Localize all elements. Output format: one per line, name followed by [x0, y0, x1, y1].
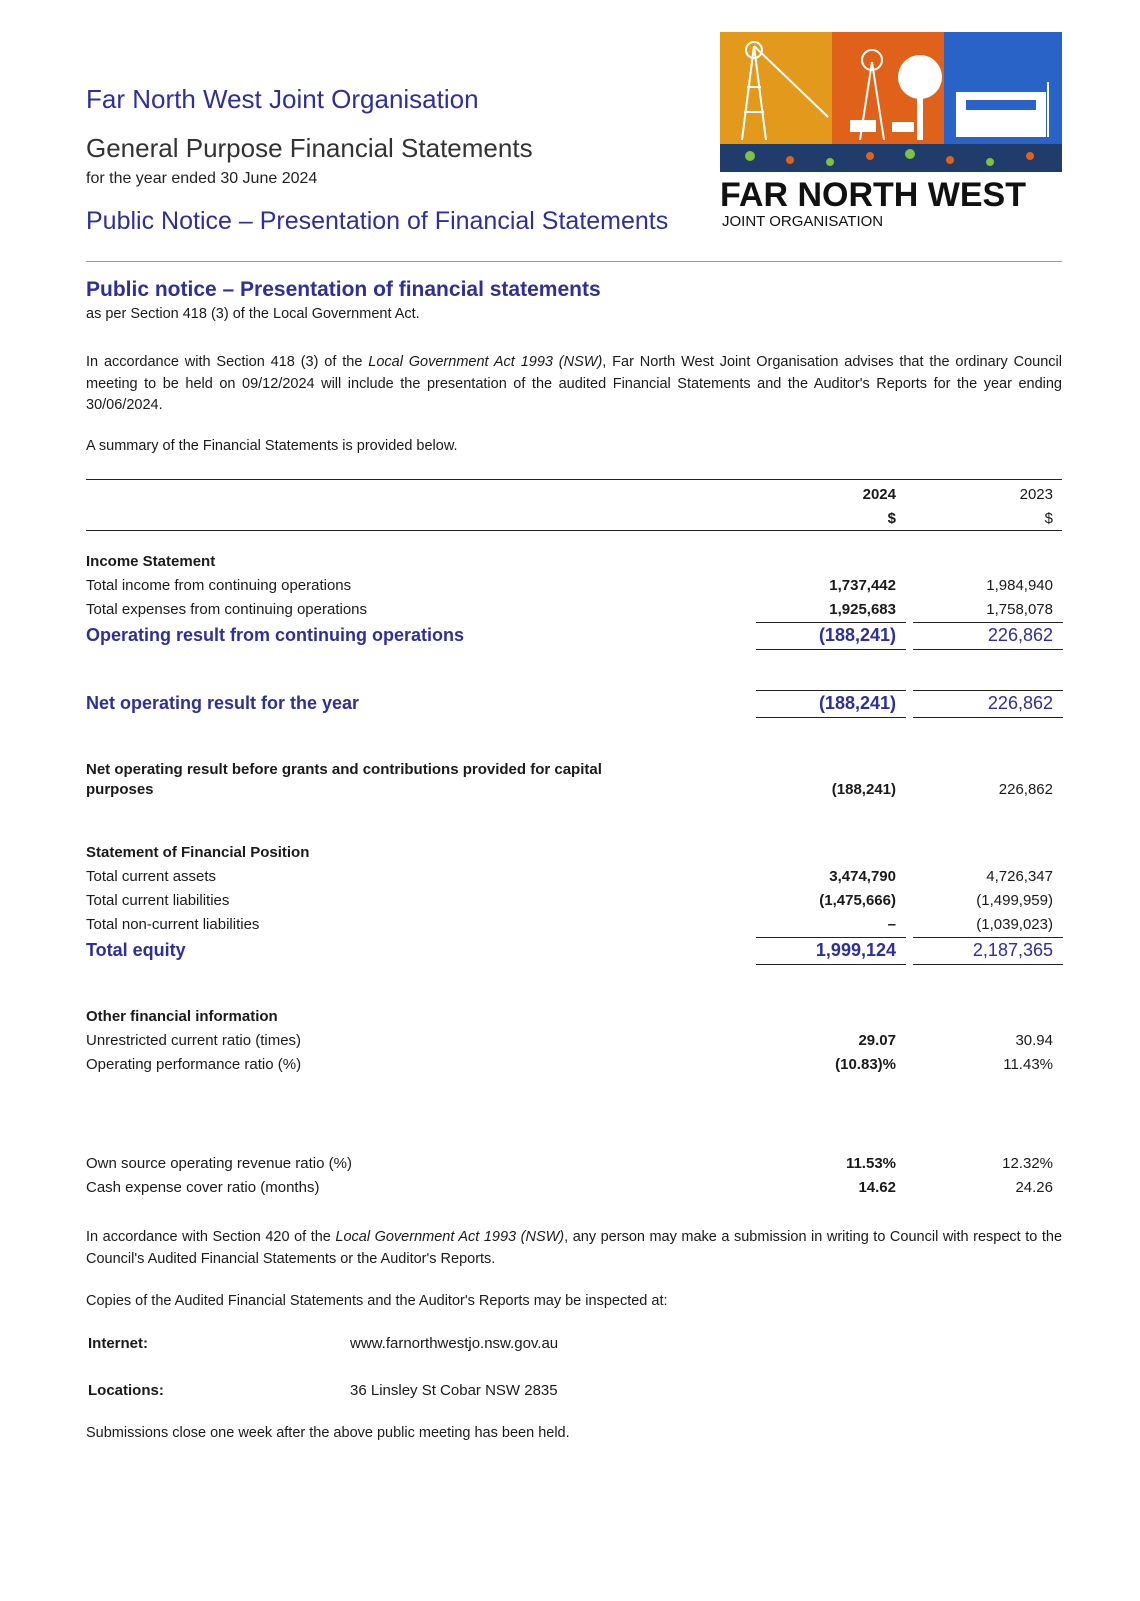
table-row: Total current assets [86, 868, 217, 885]
closing-paragraph: Submissions close one week after the above public meeting has been held. [86, 1425, 570, 1441]
table-row: Operating performance ratio (%) [86, 1056, 302, 1073]
table-cell: 1,737,442 [829, 577, 896, 594]
net-operating-2024: (188,241) [818, 693, 896, 713]
internet-label: Internet: [88, 1335, 148, 1352]
other-info-heading: Other financial information [86, 1008, 278, 1025]
operating-result-label: Operating result from continuing operations [86, 625, 465, 645]
unit-2023: $ [1044, 510, 1053, 527]
act-name: Local Government Act 1993 (NSW) [368, 354, 603, 370]
table-row: Own source operating revenue ratio (%) [86, 1155, 352, 1172]
table-cell: 3,474,790 [829, 868, 896, 885]
income-statement-heading: Income Statement [86, 553, 216, 570]
year-line: for the year ended 30 June 2024 [86, 170, 318, 187]
total-rule [913, 964, 1063, 965]
table-cell: 1,925,683 [829, 601, 896, 618]
table-cell: – [887, 916, 896, 933]
table-cell: 11.43% [1003, 1056, 1053, 1073]
act-name: Local Government Act 1993 (NSW) [335, 1229, 565, 1245]
table-cell: 1,758,078 [986, 601, 1053, 618]
header-divider [86, 261, 1062, 262]
column-header-2024: 2024 [862, 486, 896, 503]
total-rule [913, 649, 1063, 650]
table-row: Cash expense cover ratio (months) [86, 1179, 320, 1196]
subtotal-rule [913, 622, 1063, 623]
column-header-2023: 2023 [1019, 486, 1053, 503]
table-cell: 29.07 [858, 1032, 896, 1049]
operating-result-2023: 226,862 [987, 625, 1053, 645]
locations-label: Locations: [88, 1382, 164, 1399]
organisation-logo [720, 32, 1062, 232]
copies-paragraph: Copies of the Audited Financial Statements and the Auditor's Reports may be inspected at: [86, 1293, 668, 1309]
submission-paragraph: In accordance with Section 420 of the Local Government Act 1993 (NSW), any person may make a submission in writing to Council with respect to the Council's Audited Financial Statements or the Auditor's Reports. [86, 1229, 1063, 1267]
subtotal-rule [913, 690, 1063, 691]
financial-position-heading: Statement of Financial Position [86, 844, 310, 861]
internet-link[interactable]: www.farnorthwestjo.nsw.gov.au [350, 1335, 559, 1352]
table-cell: 1,984,940 [986, 577, 1053, 594]
net-before-grants-2024: (188,241) [831, 781, 896, 798]
summary-intro: A summary of the Financial Statements is provided below. [86, 438, 458, 454]
net-before-grants-2023: 226,862 [998, 781, 1053, 798]
net-operating-label: Net operating result for the year [86, 693, 360, 713]
net-operating-2023: 226,862 [987, 693, 1053, 713]
intro-paragraph: In accordance with Section 418 (3) of the Local Government Act 1993 (NSW), Far North West Joint Organisation advises that the ordinary Council meeting to be held on 09/12/2024 will include the presentation of the audited Financial Statements and the Auditor's Reports for the year ending 30/06/2024. [86, 354, 1062, 413]
subtotal-rule [756, 622, 906, 623]
notice-heading: Public Notice – Presentation of Financial Statements [86, 207, 669, 235]
locations-value: 36 Linsley St Cobar NSW 2835 [350, 1382, 558, 1399]
subtotal-rule [756, 937, 906, 938]
table-row: Total current liabilities [86, 892, 230, 909]
total-rule [756, 717, 906, 718]
table-cell: 12.32% [1002, 1155, 1053, 1172]
total-equity-2023: 2,187,365 [972, 940, 1053, 960]
section-subtitle: as per Section 418 (3) of the Local Government Act. [86, 306, 420, 322]
subtotal-rule [756, 690, 906, 691]
total-rule [913, 717, 1063, 718]
logo-name: FAR NORTH WEST [720, 176, 1026, 214]
table-cell: 24.26 [1015, 1179, 1053, 1196]
table-cell: 11.53% [845, 1155, 896, 1172]
total-rule [756, 964, 906, 965]
org-name: Far North West Joint Organisation [86, 84, 479, 114]
table-row: Total non-current liabilities [86, 916, 260, 933]
table-row: Total expenses from continuing operations [86, 601, 368, 618]
table-header-rule [86, 530, 1062, 531]
table-cell: 30.94 [1015, 1032, 1053, 1049]
table-cell: (1,499,959) [976, 892, 1053, 909]
total-rule [756, 649, 906, 650]
net-before-grants-label: Net operating result before grants and contributions provided for capital purposes [86, 761, 602, 798]
unit-2024: $ [887, 510, 896, 527]
table-row: Unrestricted current ratio (times) [86, 1032, 302, 1049]
total-equity-label: Total equity [86, 940, 186, 960]
logo-subtitle: JOINT ORGANISATION [722, 213, 884, 230]
total-equity-2024: 1,999,124 [815, 940, 896, 960]
table-cell: 4,726,347 [986, 868, 1053, 885]
document-title: General Purpose Financial Statements [86, 133, 533, 163]
subtotal-rule [913, 937, 1063, 938]
table-cell: (1,039,023) [976, 916, 1053, 933]
section-title: Public notice – Presentation of financial statements [86, 278, 601, 301]
table-cell: (10.83)% [835, 1056, 896, 1073]
operating-result-2024: (188,241) [818, 625, 896, 645]
table-row: Total income from continuing operations [86, 577, 352, 594]
table-top-rule [86, 479, 1062, 480]
table-cell: 14.62 [858, 1179, 896, 1196]
table-cell: (1,475,666) [819, 892, 896, 909]
